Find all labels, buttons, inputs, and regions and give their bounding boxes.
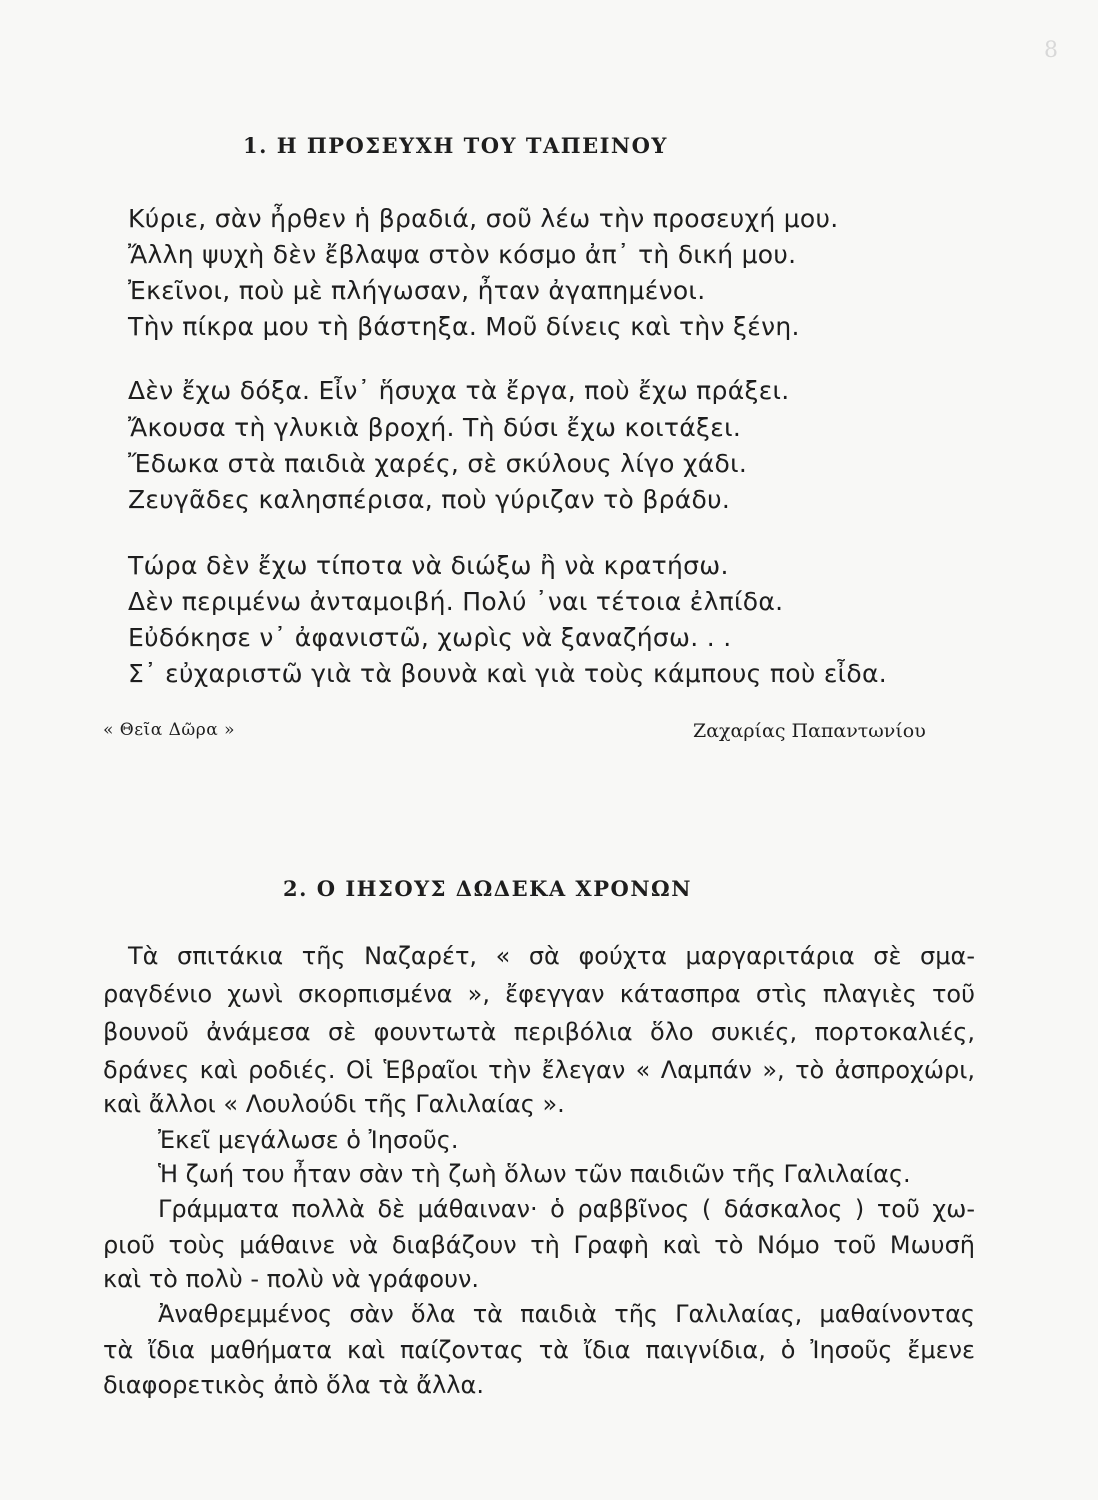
poem-source: « Θεῖα Δῶρα » <box>103 720 236 740</box>
poem-line: Ἔδωκα στὰ παιδιὰ χαρές, σὲ σκύλους λίγο χάδι. <box>128 449 748 478</box>
prose-line: ραγδένιο χωνὶ σκορπισμένα », ἔφεγγαν κάτασπρα στὶς πλαγιὲς τοῦ <box>103 980 975 1008</box>
prose-line: βουνοῦ ἀνάμεσα σὲ φουντωτὰ περιβόλια ὅλο συκιές, πορτοκαλιές, <box>103 1018 975 1046</box>
prose-line: Ἐκεῖ μεγάλωσε ὁ Ἰησοῦς. <box>158 1126 459 1154</box>
poem-line: Ἄκουσα τὴ γλυκιὰ βροχή. Τὴ δύσι ἔχω κοιτάξει. <box>128 413 742 442</box>
poem-line: Δὲν περιμένω ἀνταμοιβή. Πολύ ᾽ναι τέτοια ἐλπίδα. <box>128 587 784 616</box>
section-2-title: 2. Ο ΙΗΣΟΥΣ ΔΩΔΕΚΑ ΧΡΟΝΩΝ <box>283 876 692 901</box>
section-1-title: 1. Η ΠΡΟΣΕΥΧΗ ΤΟΥ ΤΑΠΕΙΝΟΥ <box>243 133 668 158</box>
prose-line: δράνες καὶ ροδιές. Οἱ Ἑβραῖοι τὴν ἔλεγαν « Λαμπάν », τὸ ἀσπροχώρι, <box>103 1056 975 1084</box>
prose-line: ριοῦ τοὺς μάθαινε νὰ διαβάζουν τὴ Γραφὴ καὶ τὸ Νόμο τοῦ Μωυσῆ <box>103 1231 975 1259</box>
page-number: 8 <box>1044 38 1058 63</box>
prose-line: Ἡ ζωή του ἦταν σὰν τὴ ζωὴ ὅλων τῶν παιδιῶν τῆς Γαλιλαίας. <box>158 1160 911 1188</box>
prose-line: Γράμματα πολλὰ δὲ μάθαιναν· ὁ ραββῖνος ( δάσκαλος ) τοῦ χω- <box>158 1195 975 1223</box>
prose-line: Τὰ σπιτάκια τῆς Ναζαρέτ, « σὰ φούχτα μαργαριτάρια σὲ σμα- <box>128 942 975 970</box>
poem-author: Ζαχαρίας Παπαντωνίου <box>693 720 926 742</box>
prose-line: τὰ ἴδια μαθήματα καὶ παίζοντας τὰ ἴδια παιγνίδια, ὁ Ἰησοῦς ἔμενε <box>103 1336 975 1364</box>
poem-line: Σ᾽ εὐχαριστῶ γιὰ τὰ βουνὰ καὶ γιὰ τοὺς κάμπους ποὺ εἶδα. <box>128 659 888 688</box>
prose-line: διαφορετικὸς ἀπὸ ὅλα τὰ ἄλλα. <box>103 1371 484 1399</box>
prose-line: καὶ τὸ πολὺ - πολὺ νὰ γράφουν. <box>103 1265 480 1293</box>
poem-line: Ἐκεῖνοι, ποὺ μὲ πλήγωσαν, ἦταν ἀγαπημένοι. <box>128 276 706 305</box>
poem-line: Εὐδόκησε ν᾽ ἀφανιστῶ, χωρὶς νὰ ξαναζήσω. . . <box>128 623 732 652</box>
poem-line: Δὲν ἔχω δόξα. Εἶν᾽ ἥσυχα τὰ ἔργα, ποὺ ἔχω πράξει. <box>128 376 790 405</box>
poem-line: Ἄλλη ψυχὴ δὲν ἔβλαψα στὸν κόσμο ἀπ᾽ τὴ δική μου. <box>128 240 797 269</box>
poem-line: Κύριε, σὰν ἦρθεν ἡ βραδιά, σοῦ λέω τὴν προσευχή μου. <box>128 204 839 233</box>
poem-line: Ζευγᾶδες καλησπέρισα, ποὺ γύριζαν τὸ βράδυ. <box>128 485 731 514</box>
poem-line: Τώρα δὲν ἔχω τίποτα νὰ διώξω ἢ νὰ κρατήσω. <box>128 551 729 580</box>
poem-line: Τὴν πίκρα μου τὴ βάστηξα. Μοῦ δίνεις καὶ τὴν ξένη. <box>128 312 800 341</box>
prose-line: Ἀναθρεμμένος σὰν ὅλα τὰ παιδιὰ τῆς Γαλιλαίας, μαθαίνοντας <box>158 1300 975 1328</box>
prose-line: καὶ ἄλλοι « Λουλούδι τῆς Γαλιλαίας ». <box>103 1090 565 1118</box>
